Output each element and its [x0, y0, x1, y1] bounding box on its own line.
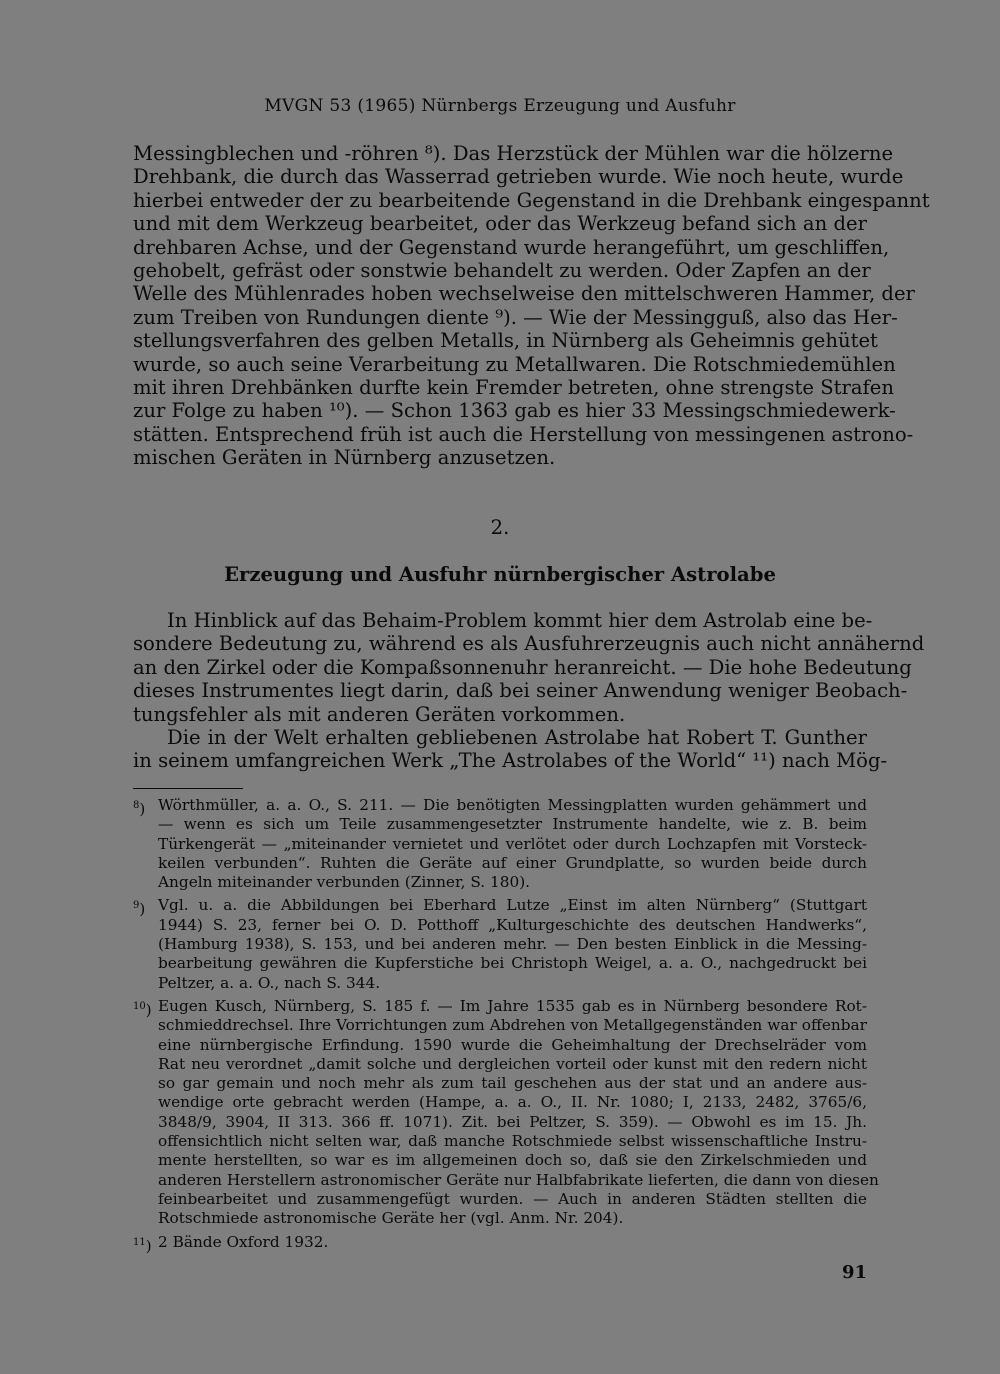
footnote-line: eine nürnbergische Erfindung. 1590 wurde die Geheimhaltung der Drechselräder vom — [158, 1035, 867, 1054]
text-line: dieses Instrumentes liegt darin, daß bei seiner Anwendung weniger Beobach- — [133, 679, 908, 703]
footnote-mark: $^8$) — [133, 800, 146, 818]
text-line: zum Treiben von Rundungen diente ⁹). — Wie der Messingguß, also das Her- — [133, 305, 898, 329]
footnote-line: so gar gemain und noch mehr als zum tail geschehen aus der stat und an andere aus- — [158, 1074, 867, 1093]
section-body — [133, 609, 925, 773]
footnote-line: feinbearbeitet und zusammengefügt wurden. — Auch in anderen Städten stellten die — [158, 1189, 867, 1208]
footnote-line: Rat neu verordnet „damit solche und dergleichen vorteil oder kunst mit den redern nicht — [158, 1054, 867, 1073]
text-line: drehbaren Achse, und der Gegenstand wurde herangeführt, um geschliffen, — [133, 235, 890, 259]
footnote-10 — [133, 996, 879, 1229]
footnote-line: anderen Herstellern astronomischer Geräte nur Halbfabrikate lieferten, die dann von diesen — [158, 1170, 879, 1189]
text-line: In Hinblick auf das Behaim-Problem kommt hier dem Astrolab eine be- — [167, 609, 873, 632]
running-head: MVGN 53 (1965) Nürnbergs Erzeugung und Ausfuhr — [264, 96, 736, 116]
footnote-line: Wörthmüller, a. a. O., S. 211. — Die benötigten Messingplatten wurden gehämmert und — [158, 796, 867, 814]
text-line: Die in der Welt erhalten gebliebenen Astrolabe hat Robert T. Gunther — [167, 725, 867, 749]
footnote-line: 3848/9, 3904, II 313. 366 ff. 1071). Zit. bei Peltzer, S. 359). — Obwohl es im 15. Jh. — [158, 1112, 867, 1131]
text-line: Drehbank, die durch das Wasserrad getrieben wurde. Wie noch heute, wurde — [133, 165, 904, 189]
footnote-line: bearbeitung gewähren die Kupferstiche bei Christoph Weigel, a. a. O., nachgedruckt bei — [158, 954, 867, 973]
text-line: an den Zirkel oder die Kompaßsonnenuhr heranreicht. — Die hohe Bedeutung — [133, 655, 912, 679]
text-line: tungsfehler als mit anderen Geräten vorkommen. — [133, 702, 626, 726]
footnotes — [133, 796, 879, 1256]
text-line: hierbei entweder der zu bearbeitende Gegenstand in die Drehbank eingespannt — [133, 188, 930, 212]
footnote-8 — [133, 796, 867, 892]
footnote-line: Vgl. u. a. die Abbildungen bei Eberhard Lutze „Einst im alten Nürnberg“ (Stuttgart — [158, 896, 867, 915]
footnote-line: Türkengerät — „miteinander vernietet und verlötet oder durch Lochzapfen mit Vorsteck- — [158, 834, 867, 853]
footnote-line: Angeln miteinander verbunden (Zinner, S. 180). — [158, 873, 531, 892]
footnote-line: Eugen Kusch, Nürnberg, S. 185 f. — Im Jahre 1535 gab es in Nürnberg besondere Rot- — [158, 996, 867, 1015]
footnote-line: (Hamburg 1938), S. 153, und bei anderen mehr. — Den besten Einblick in die Messing- — [158, 935, 867, 954]
footnote-line: — wenn es sich um Teile zusammengesetzter Instrumente handelte, wie z. B. beim — [158, 815, 867, 834]
text-line: mit ihren Drehbänken durfte kein Fremder betreten, ohne strengste Strafen — [133, 375, 895, 399]
text-line: und mit dem Werkzeug bearbeitet, oder das Werkzeug befand sich an der — [133, 212, 867, 236]
footnote-11 — [133, 1232, 867, 1255]
text-line: wurde, so auch seine Verarbeitung zu Metallwaren. Die Rotschmiedemühlen — [133, 352, 896, 376]
footnote-line: 2 Bände Oxford 1932. — [158, 1232, 329, 1251]
section-number: 2. — [490, 516, 510, 539]
footnote-line: Peltzer, a. a. O., nach S. 344. — [158, 973, 381, 992]
text-line: sondere Bedeutung zu, während es als Ausfuhrerzeugnis auch nicht annähernd — [133, 632, 925, 656]
page-number: 91 — [841, 1262, 867, 1283]
footnote-9 — [133, 896, 867, 992]
text-line: stätten. Entsprechend früh ist auch die Herstellung von messingenen astrono- — [133, 422, 914, 446]
footnote-line: Rotschmiede astronomische Geräte her (vgl. Anm. Nr. 204). — [158, 1209, 624, 1228]
section-title: Erzeugung und Ausfuhr nürnbergischer Astrolabe — [224, 563, 776, 586]
footnote-line: mente herstellten, so war es im allgemeinen doch so, daß sie den Zirkelschmieden und — [158, 1151, 867, 1170]
text-line: mischen Geräten in Nürnberg anzusetzen. — [133, 446, 556, 470]
footnote-rule — [133, 788, 243, 789]
paragraph-1 — [133, 142, 930, 470]
text-line: Messingblechen und -röhren ⁸). Das Herzstück der Mühlen war die hölzerne — [133, 142, 894, 165]
footnote-mark: $^{11}$) — [133, 1236, 152, 1255]
footnote-line: offensichtlich nicht selten war, daß manche Rotschmiede selbst wissenschaftliche Instru- — [158, 1132, 867, 1151]
footnote-line: 1944) S. 23, ferner bei O. D. Potthoff „Kulturgeschichte des deutschen Handwerks“, — [158, 915, 867, 934]
footnote-line: wendige orte gebracht werden (Hampe, a. a. O., II. Nr. 1080; I, 2133, 2482, 3765/6, — [158, 1093, 867, 1112]
footnote-line: schmieddrechsel. Ihre Vorrichtungen zum Abdrehen von Metallgegenständen war offenbar — [158, 1016, 867, 1035]
footnote-mark: $^9$) — [133, 900, 146, 919]
text-line: zur Folge zu haben ¹⁰). — Schon 1363 gab es hier 33 Messingschmiedewerk- — [133, 399, 896, 423]
footnote-mark: $^{10}$) — [133, 1000, 152, 1019]
text-line: stellungsverfahren des gelben Metalls, in Nürnberg als Geheimnis gehütet — [133, 329, 878, 353]
text-line: Welle des Mühlenrades hoben wechselweise den mittelschweren Hammer, der — [133, 282, 915, 306]
text-line: in seinem umfangreichen Werk „The Astrolabes of the World“ ¹¹) nach Mög- — [133, 749, 888, 773]
footnote-line: keilen verbunden“. Ruhten die Geräte auf einer Grundplatte, so wurden beide durch — [158, 853, 867, 872]
text-line: gehobelt, gefräst oder sonstwie behandelt zu werden. Oder Zapfen an der — [133, 258, 871, 282]
